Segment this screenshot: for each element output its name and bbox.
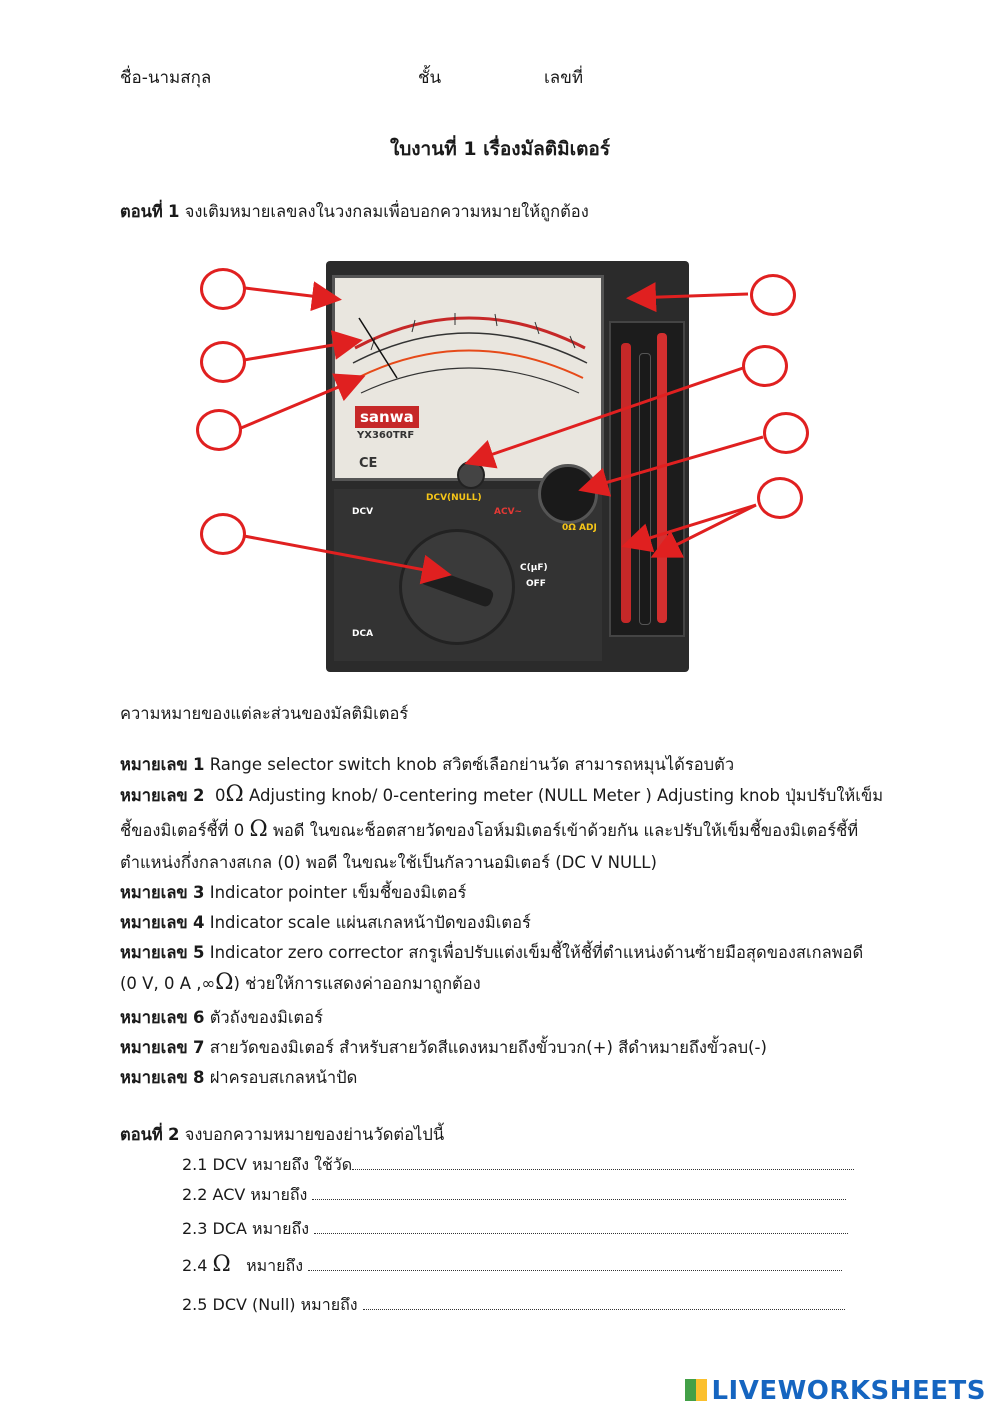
red-probe: [621, 343, 631, 623]
model-label: YX360TRF: [357, 430, 415, 441]
item-number: 5: [192, 943, 205, 962]
question-label: 2.1 DCV หมายถึง ใช้วัด: [182, 1155, 353, 1174]
item-prefix: หมายเลข: [120, 755, 188, 774]
answer-circle-2[interactable]: [200, 341, 246, 383]
number-label: เลขที่: [544, 68, 584, 88]
item-text: Adjusting knob/ 0-centering meter (NULL Meter ) Adjusting knob ปุ่มปรับให้เข็ม: [248, 786, 884, 805]
item-text: ชี้ของมิเตอร์ชี้ที่ 0: [120, 821, 245, 840]
item-prefix: หมายเลข: [120, 883, 188, 902]
item-text: 0: [214, 786, 226, 805]
item-text: พอดี ในขณะช็อตสายวัดของโอห์มมิเตอร์เข้าด้วยกัน และปรับให้เข็มชี้ของมิเตอร์ชี้ที่: [273, 821, 859, 840]
item-text: ตัวถังของมิเตอร์: [209, 1008, 323, 1027]
answer-circle-6[interactable]: [742, 345, 788, 387]
meaning-item-4: [120, 910, 531, 936]
question-label: หมายถึง: [246, 1256, 304, 1275]
part2-number: 2: [168, 1125, 180, 1144]
worksheet-title: ใบงานที่ 1 เรื่องมัลติมิเตอร์: [389, 138, 611, 160]
omega-symbol: Ω: [225, 782, 244, 807]
question-label: 2.5 DCV (Null) หมายถึง: [182, 1295, 358, 1314]
omega-symbol: Ω: [212, 1252, 231, 1277]
logo-text: LIVEWORKSHEETS: [711, 1376, 986, 1406]
item-number: 6: [192, 1008, 205, 1027]
omega-symbol: Ω: [215, 970, 234, 995]
black-probe: [639, 353, 651, 625]
part1-number: 1: [168, 202, 180, 221]
item-text: Indicator scale แผ่นสเกลหน้าปัดของมิเตอร์: [209, 913, 531, 932]
item-number: 2: [192, 786, 205, 805]
name-label: ชื่อ-นามสกุล: [120, 68, 212, 88]
meaning-item-6: [120, 1005, 323, 1031]
acv-label: ACV~: [494, 507, 523, 517]
probe-pocket: [609, 321, 685, 637]
answer-circle-3[interactable]: [196, 409, 242, 451]
item-text: Range selector switch knob สวิตซ์เลือกย่านวัด สามารถหมุนได้รอบตัว: [209, 755, 735, 774]
class-label: ชั้น: [418, 68, 442, 88]
red-lead: [657, 333, 667, 623]
answer-line[interactable]: [314, 1221, 848, 1234]
question-2-3: [182, 1217, 848, 1242]
brand-logo: sanwa: [355, 406, 419, 428]
item-prefix: หมายเลข: [120, 1068, 188, 1087]
null-label: DCV(NULL): [426, 493, 482, 503]
item-text: (0 V, 0 A ,∞: [120, 974, 216, 993]
item-number: 7: [192, 1038, 205, 1057]
scale-arcs: [335, 278, 601, 478]
answer-circle-5[interactable]: [750, 274, 796, 316]
part2-label: ตอนที่: [120, 1125, 163, 1144]
item-number: 8: [192, 1068, 205, 1087]
multimeter-photo: [326, 261, 689, 672]
meaning-item-2-line2: [120, 817, 858, 844]
answer-circle-4[interactable]: [200, 513, 246, 555]
part1-instruction: [120, 199, 589, 225]
meaning-item-2: [120, 782, 883, 809]
answer-circle-1[interactable]: [200, 268, 246, 310]
item-prefix: หมายเลข: [120, 913, 188, 932]
item-number: 1: [192, 755, 205, 774]
meaning-item-1: [120, 752, 734, 778]
dcv-label: DCV: [352, 507, 374, 517]
range-selector-knob[interactable]: [399, 529, 515, 645]
item-prefix: หมายเลข: [120, 1038, 188, 1057]
part2-text: จงบอกความหมายของย่านวัดต่อไปนี้: [184, 1125, 445, 1144]
meanings-heading: ความหมายของแต่ละส่วนของมัลติมิเตอร์: [120, 704, 409, 723]
indicator-scale: [332, 275, 604, 481]
item-text: Indicator zero corrector สกรูเพื่อปรับแต่งเข็มชี้ให้ชี้ที่ตำแหน่งด้านซ้ายมือสุดของสเกลพอดี: [209, 943, 864, 962]
item-number: 4: [192, 913, 205, 932]
item-number: 3: [192, 883, 205, 902]
answer-circle-8[interactable]: [757, 477, 803, 519]
item-text: ฝาครอบสเกลหน้าปัด: [209, 1068, 358, 1087]
answer-circle-7[interactable]: [763, 412, 809, 454]
liveworksheets-logo: [685, 1376, 986, 1406]
item-text: สายวัดของมิเตอร์ สำหรับสายวัดสีแดงหมายถึงขั้วบวก(+) สีดำหมายถึงขั้วลบ(-): [209, 1038, 767, 1057]
answer-line[interactable]: [308, 1258, 842, 1271]
question-label: 2.2 ACV หมายถึง: [182, 1185, 308, 1204]
question-2-5: [182, 1293, 845, 1318]
meaning-item-5-line2: [120, 970, 481, 997]
question-2-4: [182, 1252, 842, 1279]
zero-adjust-knob[interactable]: [538, 464, 598, 524]
item-text: ) ช่วยให้การแสดงค่าออกมาถูกต้อง: [233, 974, 481, 993]
answer-line[interactable]: [312, 1187, 846, 1200]
logo-mark-icon: [685, 1379, 707, 1401]
meaning-item-8: [120, 1065, 357, 1091]
item-prefix: หมายเลข: [120, 943, 188, 962]
item-text: Indicator pointer เข็มชี้ของมิเตอร์: [209, 883, 467, 902]
answer-line[interactable]: [352, 1157, 854, 1170]
zero-adj-label: 0Ω ADJ: [562, 523, 597, 533]
omega-symbol: Ω: [249, 817, 268, 842]
part2-instruction: [120, 1122, 444, 1148]
meaning-item-3: [120, 880, 466, 906]
part1-label: ตอนที่: [120, 202, 163, 221]
question-label: 2.3 DCA หมายถึง: [182, 1219, 310, 1238]
off-label: OFF: [526, 579, 546, 589]
question-label: 2.4: [182, 1256, 208, 1275]
meaning-item-2-line3: ตำแหน่งกึ่งกลางสเกล (0) พอดี ในขณะใช้เป็นกัลวานอมิเตอร์ (DC V NULL): [120, 853, 657, 872]
item-prefix: หมายเลข: [120, 1008, 188, 1027]
question-2-1: [182, 1153, 854, 1178]
part1-text: จงเติมหมายเลขลงในวงกลมเพื่อบอกความหมายให้ถูกต้อง: [184, 202, 589, 221]
meaning-item-7: [120, 1035, 767, 1061]
dial-handle: [419, 566, 495, 608]
question-2-2: [182, 1183, 846, 1208]
cap-label: C(µF): [520, 563, 548, 573]
meaning-item-5: [120, 940, 863, 966]
answer-line[interactable]: [363, 1297, 845, 1310]
ce-mark: CE: [359, 456, 378, 471]
zero-corrector-screw: [457, 461, 485, 489]
dca-label: DCA: [352, 629, 374, 639]
item-prefix: หมายเลข: [120, 786, 188, 805]
